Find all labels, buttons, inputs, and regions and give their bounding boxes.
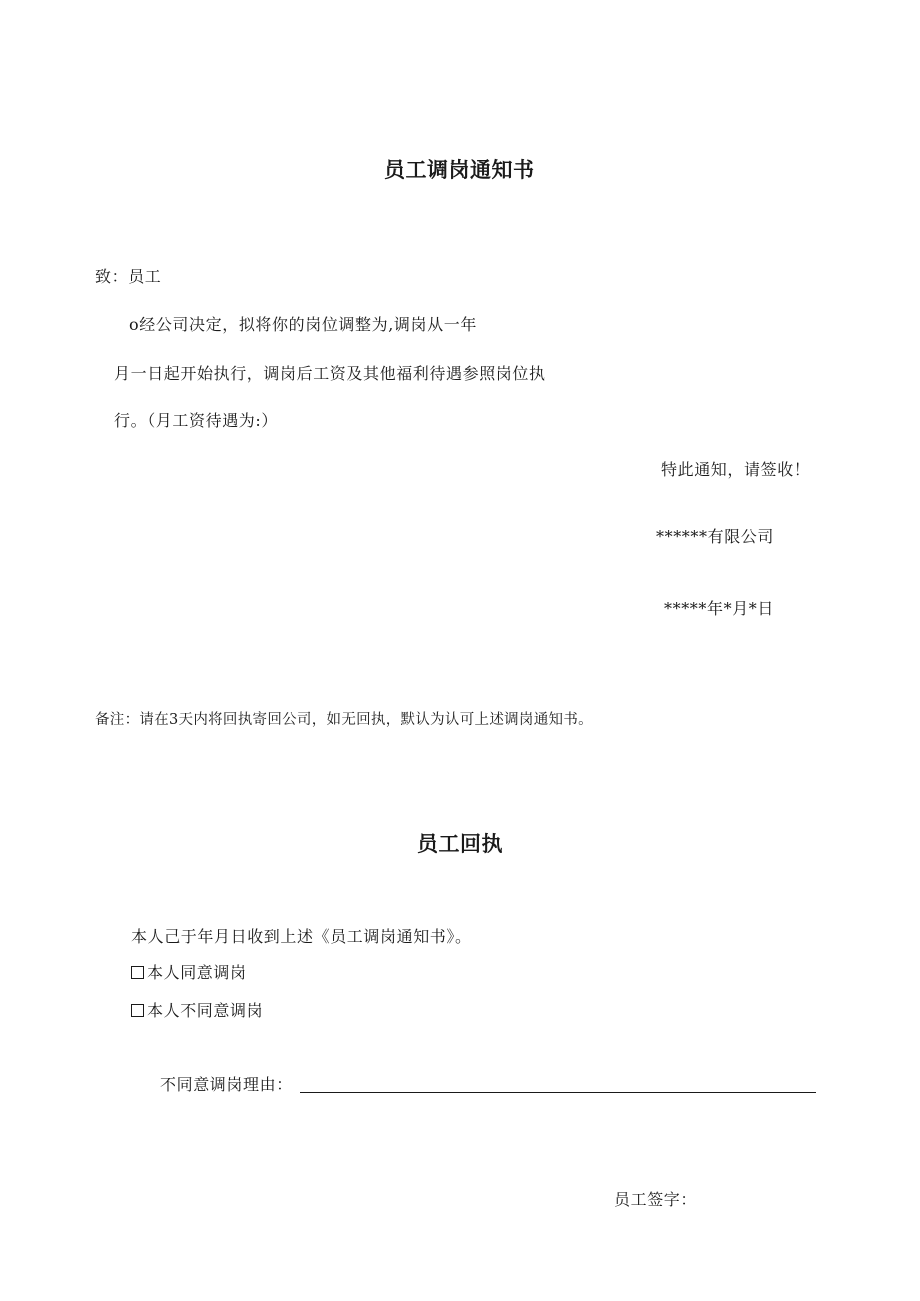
notice-body-line-1: o经公司决定，拟将你的岗位调整为,调岗从一年 [129,315,477,334]
remark-note: 备注：请在3天内将回执寄回公司，如无回执，默认为认可上述调岗通知书。 [95,712,593,728]
notice-title: 员工调岗通知书 [384,158,535,182]
notice-body-line-3: 行。（月工资待遇为:） [114,411,278,430]
disagree-option-label: 本人不同意调岗 [147,1001,264,1020]
agree-checkbox[interactable] [131,966,144,979]
company-name: ******有限公司 [656,527,775,546]
disagree-checkbox[interactable] [131,1004,144,1017]
salutation: 致：员工 [95,267,162,286]
notice-body-line-2: 月一日起开始执行，调岗后工资及其他福利待遇参照岗位执 [114,364,546,383]
received-statement: 本人己于年月日收到上述《员工调岗通知书》。 [131,927,472,946]
agree-option-label: 本人同意调岗 [147,963,247,982]
disagree-reason-field[interactable] [300,1092,816,1093]
notice-date: *****年*月*日 [664,599,774,618]
disagree-option[interactable] [131,1003,263,1019]
signature-label: 员工签字： [614,1190,698,1209]
disagree-reason-label: 不同意调岗理由： [160,1075,293,1094]
receipt-title: 员工回执 [417,832,503,856]
agree-option[interactable] [131,965,247,981]
closing-text: 特此通知，请签收！ [661,460,811,479]
